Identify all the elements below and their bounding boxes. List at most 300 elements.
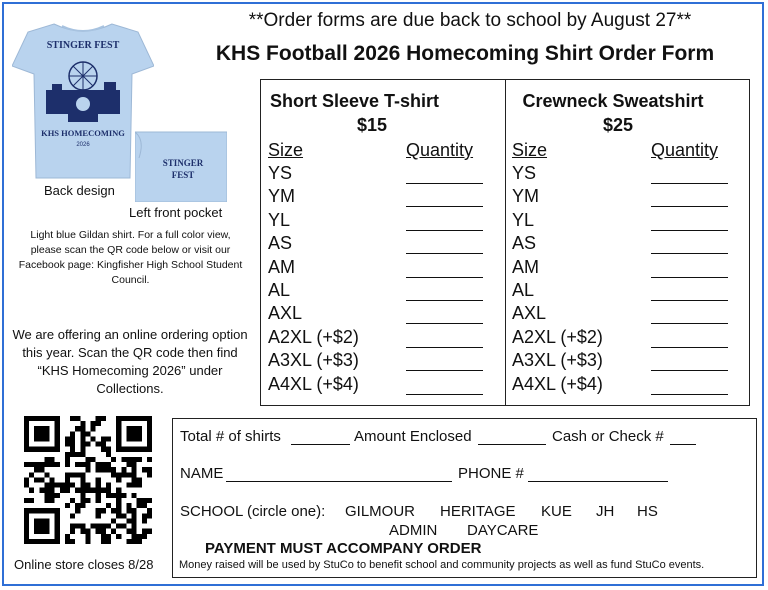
qr-module bbox=[29, 416, 34, 421]
qr-module bbox=[106, 488, 111, 493]
qr-module bbox=[44, 447, 49, 452]
qr-module bbox=[106, 539, 111, 544]
qr-module bbox=[55, 416, 60, 421]
qr-module bbox=[29, 472, 34, 477]
qr-module bbox=[65, 457, 70, 462]
qr-module bbox=[91, 524, 96, 529]
qr-module bbox=[75, 472, 80, 477]
qr-module bbox=[126, 472, 131, 477]
qr-module bbox=[96, 529, 101, 534]
qr-module bbox=[85, 457, 90, 462]
qr-module bbox=[147, 447, 152, 452]
qr-module bbox=[142, 467, 147, 472]
qr-module bbox=[55, 518, 60, 523]
qr-module bbox=[132, 508, 137, 513]
qr-module bbox=[34, 524, 39, 529]
school-option-daycare[interactable]: DAYCARE bbox=[467, 522, 539, 539]
name-label: NAME bbox=[180, 465, 224, 482]
qr-module bbox=[70, 539, 75, 544]
tshirt-quantity-field[interactable] bbox=[406, 206, 483, 207]
tshirt-quantity-field[interactable] bbox=[406, 277, 483, 278]
qr-module bbox=[126, 457, 131, 462]
qr-module bbox=[101, 524, 106, 529]
sweatshirt-quantity-field[interactable] bbox=[651, 253, 728, 254]
sweatshirt-quantity-field[interactable] bbox=[651, 347, 728, 348]
qr-module bbox=[80, 483, 85, 488]
name-field[interactable] bbox=[226, 481, 452, 482]
qr-module bbox=[126, 503, 131, 508]
qr-module bbox=[111, 467, 116, 472]
qr-module bbox=[96, 498, 101, 503]
tshirt-name: Short Sleeve T-shirt bbox=[269, 91, 440, 111]
sweatshirt-quantity-field[interactable] bbox=[651, 206, 728, 207]
qr-module bbox=[55, 421, 60, 426]
qr-module bbox=[65, 477, 70, 482]
qr-module bbox=[101, 462, 106, 467]
school-label: SCHOOL (circle one): bbox=[180, 503, 326, 520]
qr-module bbox=[80, 488, 85, 493]
tshirt-size-label: A2XL (+$2) bbox=[268, 326, 359, 347]
qr-module bbox=[50, 488, 55, 493]
qr-module bbox=[91, 426, 96, 431]
qr-module bbox=[65, 534, 70, 539]
qr-module bbox=[34, 431, 39, 436]
qr-module bbox=[70, 442, 75, 447]
sweatshirt-size-label: A3XL (+$3) bbox=[512, 350, 603, 371]
qr-module bbox=[126, 436, 131, 441]
tshirt-size-label: AL bbox=[268, 280, 291, 300]
qr-module bbox=[132, 513, 137, 518]
qr-module bbox=[91, 488, 96, 493]
qr-module bbox=[111, 529, 116, 534]
qr-module bbox=[116, 524, 121, 529]
qr-module bbox=[70, 498, 75, 503]
qr-module bbox=[50, 498, 55, 503]
qr-module bbox=[96, 442, 101, 447]
qr-module bbox=[126, 426, 131, 431]
qr-module bbox=[80, 426, 85, 431]
qr-module bbox=[44, 493, 49, 498]
sweatshirt-size-label: A4XL (+$4) bbox=[512, 373, 603, 394]
qr-module bbox=[132, 457, 137, 462]
qr-module bbox=[70, 524, 75, 529]
qr-module bbox=[29, 462, 34, 467]
qr-module bbox=[29, 447, 34, 452]
qr-module bbox=[116, 498, 121, 503]
qr-module bbox=[126, 508, 131, 513]
qr-module bbox=[39, 539, 44, 544]
school-option-gilmour[interactable]: GILMOUR bbox=[345, 503, 416, 520]
tshirt-price: $15 bbox=[356, 115, 388, 135]
qr-module bbox=[132, 462, 137, 467]
qr-module bbox=[147, 426, 152, 431]
cash-check-field[interactable] bbox=[670, 444, 696, 445]
qr-code-image[interactable] bbox=[24, 416, 152, 544]
qr-module bbox=[132, 426, 137, 431]
qr-module bbox=[24, 513, 29, 518]
qr-module bbox=[85, 534, 90, 539]
qr-module bbox=[34, 539, 39, 544]
qr-module bbox=[101, 416, 106, 421]
school-option-jh[interactable]: JH bbox=[596, 503, 615, 520]
qr-module bbox=[147, 508, 152, 513]
qr-module bbox=[91, 457, 96, 462]
qr-module bbox=[70, 483, 75, 488]
qr-module bbox=[137, 447, 142, 452]
qr-module bbox=[96, 524, 101, 529]
qr-module bbox=[96, 483, 101, 488]
qr-module bbox=[111, 493, 116, 498]
qr-module bbox=[24, 524, 29, 529]
qr-module bbox=[39, 477, 44, 482]
table-column-divider bbox=[505, 79, 506, 406]
qr-module bbox=[147, 431, 152, 436]
qr-module bbox=[65, 436, 70, 441]
phone-field[interactable] bbox=[528, 481, 668, 482]
qr-module bbox=[116, 472, 121, 477]
qr-module bbox=[121, 416, 126, 421]
qr-module bbox=[55, 534, 60, 539]
qr-module bbox=[101, 508, 106, 513]
qr-module bbox=[24, 534, 29, 539]
qr-module bbox=[132, 431, 137, 436]
qr-module bbox=[80, 452, 85, 457]
qr-module bbox=[85, 442, 90, 447]
qr-module bbox=[116, 488, 121, 493]
qr-module bbox=[106, 534, 111, 539]
qr-module bbox=[137, 431, 142, 436]
qr-module bbox=[39, 488, 44, 493]
qr-module bbox=[24, 508, 29, 513]
qr-module bbox=[80, 421, 85, 426]
qr-module bbox=[70, 452, 75, 457]
sweatshirt-quantity-field[interactable] bbox=[651, 300, 728, 301]
tshirt-quantity-field[interactable] bbox=[406, 253, 483, 254]
qr-module bbox=[111, 457, 116, 462]
qr-module bbox=[137, 534, 142, 539]
sweatshirt-size-label: YS bbox=[512, 163, 537, 183]
qr-module bbox=[44, 524, 49, 529]
qr-module bbox=[126, 462, 131, 467]
qr-module bbox=[111, 508, 116, 513]
sweatshirt-quantity-field[interactable] bbox=[651, 394, 728, 395]
sweatshirt-quantity-field[interactable] bbox=[651, 183, 728, 184]
qr-module bbox=[39, 462, 44, 467]
qr-module bbox=[55, 493, 60, 498]
phone-label: PHONE # bbox=[458, 465, 524, 482]
qr-module bbox=[24, 421, 29, 426]
qr-module bbox=[75, 426, 80, 431]
qr-module bbox=[70, 431, 75, 436]
school-option-hs[interactable]: HS bbox=[637, 503, 658, 520]
school-option-heritage[interactable]: HERITAGE bbox=[440, 503, 516, 520]
qr-module bbox=[147, 436, 152, 441]
qr-module bbox=[65, 503, 70, 508]
sweatshirt-quantity-field[interactable] bbox=[651, 370, 728, 371]
qr-module bbox=[147, 416, 152, 421]
sweatshirt-price: $25 bbox=[602, 115, 634, 135]
qr-module bbox=[91, 436, 96, 441]
qr-module bbox=[121, 493, 126, 498]
tshirt-quantity-field[interactable] bbox=[406, 183, 483, 184]
qr-module bbox=[75, 462, 80, 467]
qr-module bbox=[116, 442, 121, 447]
qr-module bbox=[65, 442, 70, 447]
qr-module bbox=[101, 436, 106, 441]
qr-module bbox=[24, 462, 29, 467]
qr-module bbox=[142, 513, 147, 518]
qr-module bbox=[147, 529, 152, 534]
qr-module bbox=[132, 539, 137, 544]
qr-module bbox=[101, 467, 106, 472]
sweatshirt-quantity-field[interactable] bbox=[651, 277, 728, 278]
shirt-description: Light blue Gildan shirt. For a full color view, please scan the QR code below or visit our Facebook page: Kingfisher High School Student Council. bbox=[18, 229, 243, 286]
sweatshirt-size-label: AS bbox=[512, 233, 537, 254]
qr-module bbox=[34, 462, 39, 467]
qr-module bbox=[34, 467, 39, 472]
qr-module bbox=[137, 483, 142, 488]
amount-enclosed-label: Amount Enclosed bbox=[354, 428, 472, 445]
qr-module bbox=[34, 426, 39, 431]
qr-module bbox=[50, 447, 55, 452]
qr-module bbox=[106, 447, 111, 452]
sweatshirt-name: Crewneck Sweatshirt bbox=[522, 91, 704, 111]
qr-module bbox=[142, 503, 147, 508]
sweatshirt-size-label: AL bbox=[512, 280, 535, 300]
sweatshirt-size-header: Size bbox=[512, 140, 548, 160]
qr-module bbox=[126, 518, 131, 523]
qr-module bbox=[24, 529, 29, 534]
qr-module bbox=[80, 524, 85, 529]
qr-module bbox=[111, 472, 116, 477]
qr-module bbox=[121, 467, 126, 472]
tshirt-size-label: AM bbox=[268, 256, 295, 277]
qr-module bbox=[116, 513, 121, 518]
tshirt-size-label: YL bbox=[268, 209, 291, 230]
qr-module bbox=[50, 457, 55, 462]
qr-module bbox=[106, 452, 111, 457]
amount-enclosed-field[interactable] bbox=[478, 444, 546, 445]
qr-module bbox=[24, 436, 29, 441]
qr-module bbox=[147, 513, 152, 518]
qr-module bbox=[126, 483, 131, 488]
qr-module bbox=[80, 498, 85, 503]
sweatshirt-size-label: A2XL (+$2) bbox=[512, 326, 603, 347]
tshirt-quantity-field[interactable] bbox=[406, 394, 483, 395]
qr-module bbox=[142, 416, 147, 421]
total-shirts-field[interactable] bbox=[291, 444, 350, 445]
qr-module bbox=[116, 426, 121, 431]
school-option-kue[interactable]: KUE bbox=[541, 503, 572, 520]
qr-module bbox=[132, 483, 137, 488]
qr-module bbox=[60, 483, 65, 488]
qr-module bbox=[116, 477, 121, 482]
tshirt-size-label: A3XL (+$3) bbox=[268, 350, 359, 371]
sweatshirt-size-label: YM bbox=[512, 186, 539, 207]
qr-module bbox=[106, 436, 111, 441]
qr-module bbox=[44, 498, 49, 503]
qr-module bbox=[96, 462, 101, 467]
qr-module bbox=[70, 472, 75, 477]
qr-module bbox=[147, 421, 152, 426]
qr-module bbox=[55, 462, 60, 467]
qr-module bbox=[70, 513, 75, 518]
qr-module bbox=[50, 483, 55, 488]
qr-module bbox=[24, 477, 29, 482]
qr-module bbox=[80, 529, 85, 534]
qr-module bbox=[116, 493, 121, 498]
qr-module bbox=[80, 431, 85, 436]
qr-module bbox=[85, 539, 90, 544]
tshirt-size-label: YS bbox=[268, 163, 293, 183]
qr-module bbox=[96, 513, 101, 518]
qr-module bbox=[147, 442, 152, 447]
qr-module bbox=[55, 483, 60, 488]
qr-module bbox=[39, 529, 44, 534]
qr-module bbox=[39, 431, 44, 436]
qr-module bbox=[65, 488, 70, 493]
qr-module bbox=[132, 436, 137, 441]
qr-module bbox=[29, 539, 34, 544]
qr-module bbox=[142, 518, 147, 523]
qr-module bbox=[34, 447, 39, 452]
qr-module bbox=[80, 442, 85, 447]
qr-module bbox=[132, 477, 137, 482]
qr-module bbox=[50, 508, 55, 513]
qr-module bbox=[70, 436, 75, 441]
qr-module bbox=[85, 498, 90, 503]
qr-module bbox=[55, 524, 60, 529]
qr-module bbox=[126, 416, 131, 421]
back-print-year-text: 2026 bbox=[76, 142, 90, 148]
qr-module bbox=[44, 488, 49, 493]
qr-module bbox=[132, 416, 137, 421]
qr-module bbox=[91, 421, 96, 426]
qr-module bbox=[65, 452, 70, 457]
qr-module bbox=[106, 503, 111, 508]
qr-module bbox=[116, 447, 121, 452]
qr-module bbox=[44, 436, 49, 441]
tshirt-size-label: AXL bbox=[268, 303, 303, 324]
qr-module bbox=[137, 477, 142, 482]
qr-module bbox=[65, 472, 70, 477]
qr-module bbox=[50, 477, 55, 482]
tshirt-quantity-field[interactable] bbox=[406, 323, 483, 324]
qr-module bbox=[44, 483, 49, 488]
qr-module bbox=[111, 518, 116, 523]
qr-module bbox=[65, 483, 70, 488]
qr-module bbox=[106, 493, 111, 498]
qr-module bbox=[96, 421, 101, 426]
tshirt-size-label: A4XL (+$4) bbox=[268, 373, 359, 394]
qr-module bbox=[24, 483, 29, 488]
qr-module bbox=[96, 488, 101, 493]
qr-module bbox=[132, 472, 137, 477]
qr-module bbox=[65, 462, 70, 467]
qr-module bbox=[116, 503, 121, 508]
qr-module bbox=[55, 436, 60, 441]
qr-module bbox=[55, 431, 60, 436]
qr-module bbox=[24, 539, 29, 544]
qr-module bbox=[121, 457, 126, 462]
qr-module bbox=[137, 498, 142, 503]
qr-module bbox=[106, 467, 111, 472]
qr-module bbox=[39, 518, 44, 523]
shirt-back-design-image bbox=[12, 18, 154, 183]
qr-module bbox=[50, 416, 55, 421]
store-closes-note: Online store closes 8/28 bbox=[14, 557, 154, 572]
qr-module bbox=[75, 416, 80, 421]
qr-module bbox=[96, 477, 101, 482]
qr-module bbox=[132, 518, 137, 523]
qr-module bbox=[44, 431, 49, 436]
qr-module bbox=[126, 431, 131, 436]
qr-module bbox=[75, 524, 80, 529]
pocket-print-line1: STINGER bbox=[162, 158, 204, 168]
qr-module bbox=[101, 488, 106, 493]
qr-module bbox=[142, 534, 147, 539]
qr-module bbox=[132, 524, 137, 529]
qr-module bbox=[34, 508, 39, 513]
qr-module bbox=[121, 513, 126, 518]
tshirt-quantity-field[interactable] bbox=[406, 300, 483, 301]
tshirt-quantity-header: Quantity bbox=[406, 140, 474, 160]
qr-module bbox=[70, 416, 75, 421]
qr-module bbox=[85, 431, 90, 436]
tshirt-quantity-field[interactable] bbox=[406, 230, 483, 231]
qr-module bbox=[126, 529, 131, 534]
qr-module bbox=[44, 518, 49, 523]
qr-module bbox=[147, 498, 152, 503]
qr-module bbox=[80, 477, 85, 482]
tshirt-size-label: AS bbox=[268, 233, 293, 254]
qr-module bbox=[147, 457, 152, 462]
qr-module bbox=[137, 457, 142, 462]
qr-module bbox=[24, 518, 29, 523]
sweatshirt-quantity-header: Quantity bbox=[651, 140, 719, 160]
tshirt-quantity-field[interactable] bbox=[406, 370, 483, 371]
front-pocket-caption: Left front pocket bbox=[129, 205, 223, 220]
tshirt-quantity-field[interactable] bbox=[406, 347, 483, 348]
qr-module bbox=[80, 462, 85, 467]
qr-module bbox=[24, 498, 29, 503]
qr-module bbox=[101, 534, 106, 539]
sweatshirt-size-label: AXL bbox=[512, 303, 547, 324]
qr-module bbox=[44, 539, 49, 544]
qr-module bbox=[142, 529, 147, 534]
qr-module bbox=[80, 493, 85, 498]
qr-module bbox=[44, 462, 49, 467]
qr-module bbox=[132, 467, 137, 472]
qr-module bbox=[39, 436, 44, 441]
qr-module bbox=[142, 498, 147, 503]
sweatshirt-quantity-field[interactable] bbox=[651, 230, 728, 231]
pocket-print-line2: FEST bbox=[171, 170, 195, 180]
qr-module bbox=[24, 447, 29, 452]
qr-module bbox=[147, 467, 152, 472]
qr-module bbox=[34, 477, 39, 482]
qr-module bbox=[96, 416, 101, 421]
qr-module bbox=[55, 447, 60, 452]
qr-module bbox=[147, 472, 152, 477]
back-design-caption: Back design bbox=[44, 183, 115, 198]
qr-module bbox=[29, 488, 34, 493]
sweatshirt-quantity-field[interactable] bbox=[651, 323, 728, 324]
qr-module bbox=[50, 462, 55, 467]
school-option-admin[interactable]: ADMIN bbox=[389, 522, 438, 539]
qr-module bbox=[85, 467, 90, 472]
qr-module bbox=[132, 493, 137, 498]
